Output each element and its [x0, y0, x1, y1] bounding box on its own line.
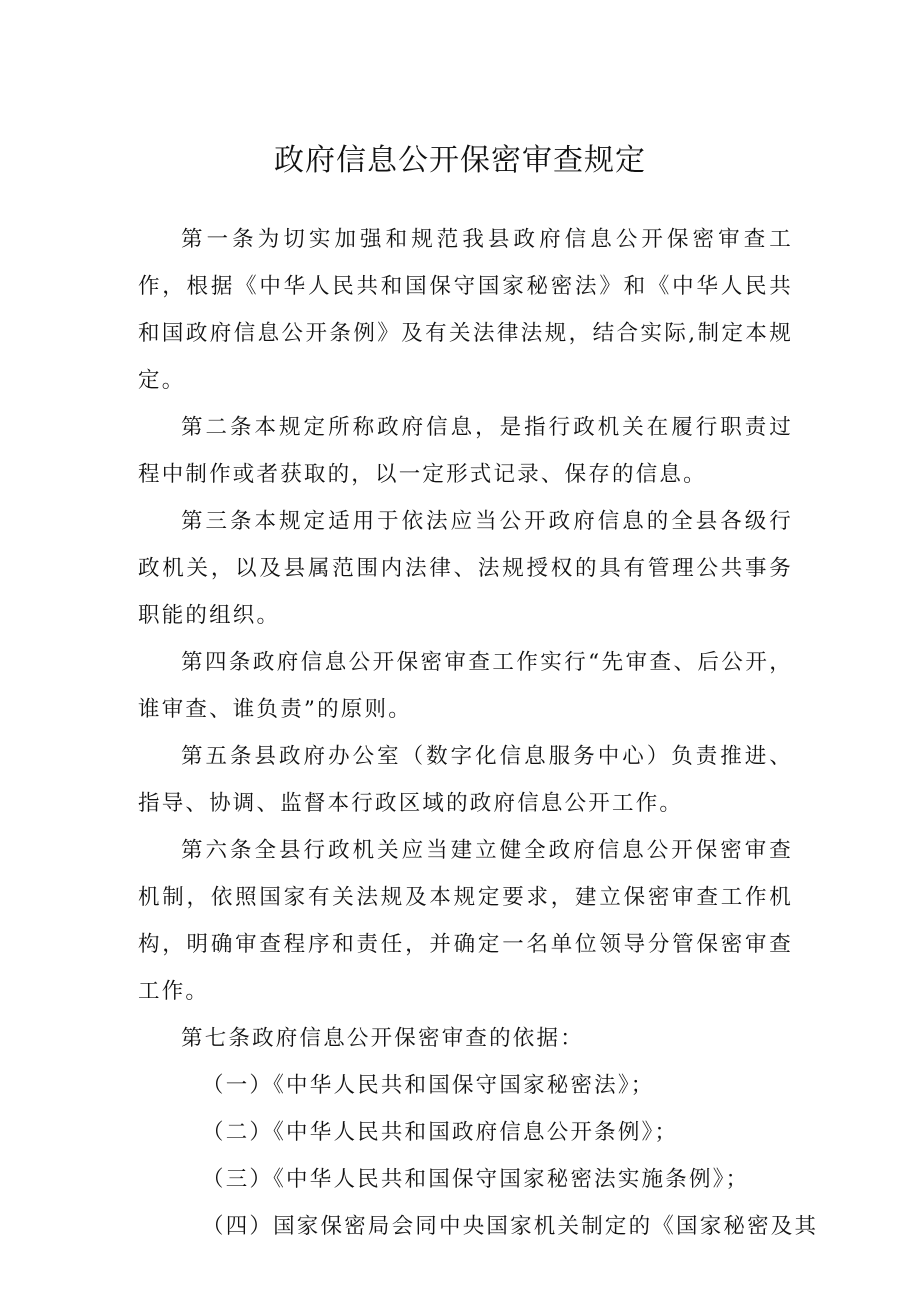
article-4: 第四条政府信息公开保密审查工作实行“先审查、后公开，谁审查、谁负责”的原则。 [138, 650, 793, 722]
basis-item-1: （一）《中华人民共和国保守国家秘密法》； [202, 1073, 655, 1098]
article-5: 第五条县政府办公室（数字化信息服务中心）负责推进、指导、协调、监督本行政区域的政府信息公开工作。 [138, 744, 793, 816]
basis-item-4: （四）国家保密局会同中央国家机关制定的《国家秘密及其 [202, 1214, 819, 1239]
article-1: 第一条为切实加强和规范我县政府信息公开保密审查工作，根据《中华人民共和国保守国家秘密法》和《中华人民共和国政府信息公开条例》及有关法律法规，结合实际,制定本规定。 [138, 227, 793, 393]
article-2: 第二条本规定所称政府信息，是指行政机关在履行职责过程中制作或者获取的，以一定形式记录、保存的信息。 [138, 415, 793, 487]
article-3: 第三条本规定适用于依法应当公开政府信息的全县各级行政机关，以及县属范围内法律、法规授权的具有管理公共事务职能的组织。 [138, 509, 793, 628]
basis-item-3: （三）《中华人民共和国保守国家秘密法实施条例》； [202, 1167, 750, 1192]
document-body [138, 216, 819, 1250]
article-7: 第七条政府信息公开保密审查的依据： [181, 1026, 584, 1051]
document-title: 政府信息公开保密审查规定 [274, 143, 646, 178]
basis-item-2: （二）《中华人民共和国政府信息公开条例》； [202, 1120, 679, 1145]
article-6: 第六条全县行政机关应当建立健全政府信息公开保密审查机制，依照国家有关法规及本规定要求，建立保密审查工作机构，明确审查程序和责任，并确定一名单位领导分管保密审查工作。 [138, 838, 793, 1004]
